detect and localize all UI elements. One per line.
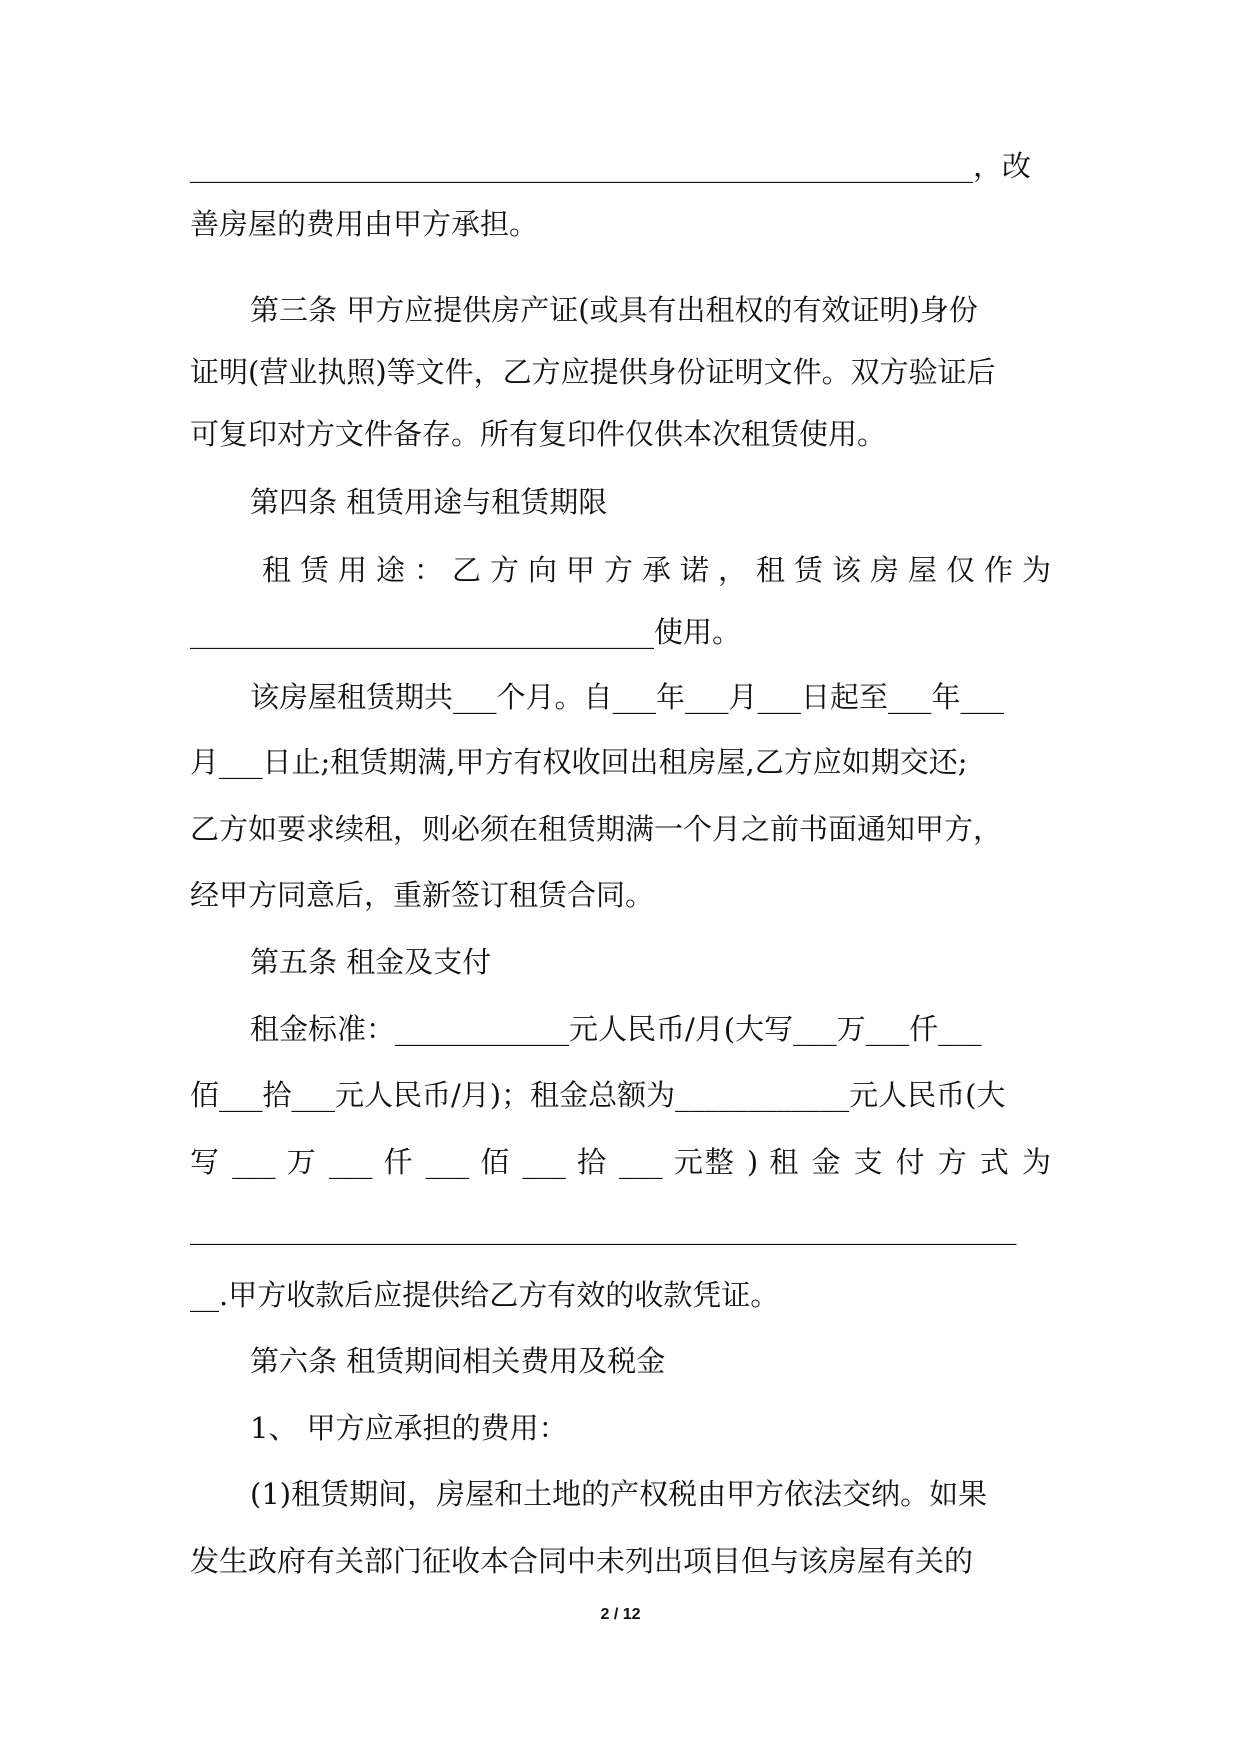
rent-standard-line-2: 佰___拾___元人民币/月)；租金总额为____________元人民币(大 [190,1078,1006,1112]
lease-term-line-2: 月___日止;租赁期满,甲方有权收回出租房屋,乙方应如期交还; [190,745,968,779]
lease-term-line-1: 该房屋租赁期共___个月。自___年___月___日起至___年___ [250,680,1005,714]
rent-standard-line-3: 写 ___ 万 ___ 仟 ___ 佰 ___ 拾 ___ 元整 ) 租 金 支 付 方 式 为 [190,1145,1051,1179]
text-line-1: ______________________________________________________，改 [190,149,1032,183]
party-a-costs-heading: 1、 甲方应承担的费用： [250,1411,568,1445]
receipt-line: __.甲方收款后应提供给乙方有效的收款凭证。 [190,1278,780,1312]
payment-method-blank: _________________________________________________________ [190,1211,1017,1245]
article-5-heading: 第五条 租金及支付 [250,945,492,979]
lease-term-line-4: 经甲方同意后，重新签订租赁合同。 [190,878,655,912]
rental-purpose-line-2: ________________________________使用。 [190,615,742,649]
lease-term-line-3: 乙方如要求续租，则必须在租赁期满一个月之前书面通知甲方， [190,812,1003,846]
article-4-heading: 第四条 租赁用途与租赁期限 [250,485,608,519]
property-tax-line-2: 发生政府有关部门征收本合同中未列出项目但与该房屋有关的 [190,1544,974,1578]
article-3-line-1: 第三条 甲方应提供房产证(或具有出租权的有效证明)身份 [250,293,978,327]
text-line-2: 善房屋的费用由甲方承担。 [190,207,539,241]
article-6-heading: 第六条 租赁期间相关费用及税金 [250,1344,666,1378]
article-3-line-2: 证明(营业执照)等文件，乙方应提供身份证明文件。双方验证后 [190,355,996,389]
rental-purpose-line-1: 租赁用途：乙方向甲方承诺，租赁该房屋仅作为 [262,553,1051,587]
article-3-line-3: 可复印对方文件备存。所有复印件仅供本次租赁使用。 [190,417,887,451]
property-tax-line-1: (1)租赁期间，房屋和土地的产权税由甲方依法交纳。如果 [250,1477,988,1511]
page-number: 2 / 12 [600,1606,641,1623]
rent-standard-line-1: 租金标准：____________元人民币/月(大写___万___仟___ [250,1012,982,1046]
